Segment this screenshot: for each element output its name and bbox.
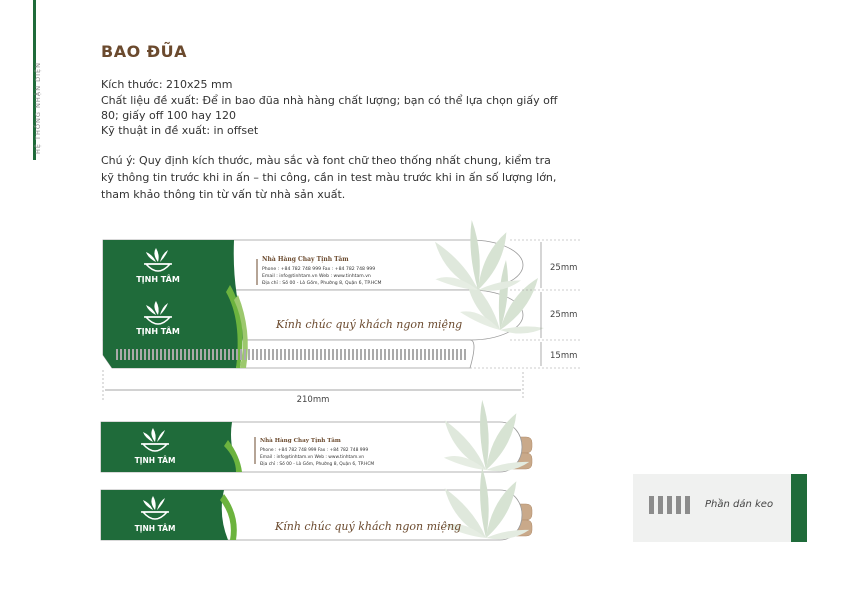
dim-top-label: 25mm: [550, 263, 578, 273]
contact-address: Địa chỉ : Số 00 - Lò Gốm, Phường 8, Quận 6, TP.HCM: [260, 462, 375, 467]
glue-strip-bar: [372, 349, 374, 360]
glue-strip-bar: [160, 349, 162, 360]
glue-strip-bar: [408, 349, 410, 360]
glue-strip-bar: [336, 349, 338, 360]
glue-strip-bar: [436, 349, 438, 360]
glue-strip-bar: [312, 349, 314, 360]
glue-strip-bar: [340, 349, 342, 360]
glue-strip-bar: [412, 349, 414, 360]
brand-logo-text: TỊNH TÂM: [134, 456, 176, 465]
glue-strip-bar: [128, 349, 130, 360]
spec-material-cont: 80; giấy off 100 hay 120: [101, 109, 236, 122]
glue-strip-bar: [344, 349, 346, 360]
brand-logo-text: TỊNH TÂM: [136, 327, 180, 336]
glue-strip-bar: [444, 349, 446, 360]
glue-strip-bar: [456, 349, 458, 360]
glue-strip-bar: [360, 349, 362, 360]
note-paragraph: Chú ý: Quy định kích thước, màu sắc và font chữ theo thống nhất chung, kiểm tra kỹ thông tin trước khi in ấn – thi công, cần in test màu trước khi in ấn số lượng lớn, tham khảo thông tin từ vấn từ nhà sản xuất.: [101, 154, 557, 201]
glue-strip-bar: [224, 349, 226, 360]
glue-legend-label: Phần dán keo: [705, 499, 774, 510]
glue-strip-bar: [192, 349, 194, 360]
glue-strip-bar: [440, 349, 442, 360]
glue-strip-bar: [348, 349, 350, 360]
glue-strip-bar: [460, 349, 462, 360]
glue-strip-bar: [368, 349, 370, 360]
glue-strip-bar: [332, 349, 334, 360]
glue-strip-bar: [180, 349, 182, 360]
glue-strip-bar: [276, 349, 278, 360]
glue-strip-bar: [140, 349, 142, 360]
glue-strip-bar: [448, 349, 450, 360]
glue-strip-bar: [284, 349, 286, 360]
glue-swatch: [649, 496, 695, 514]
glue-strip-bar: [168, 349, 170, 360]
glue-strip-bar: [388, 349, 390, 360]
glue-strip-bar: [308, 349, 310, 360]
glue-strip-bar: [240, 349, 242, 360]
glue-strip-bar: [364, 349, 366, 360]
glue-area-legend: [633, 474, 807, 542]
glue-strip-bar: [380, 349, 382, 360]
brand-logo-text: TỊNH TÂM: [136, 275, 180, 284]
sleeve-green-band: [103, 240, 245, 368]
glue-strip-bar: [164, 349, 166, 360]
glue-strip-bar: [176, 349, 178, 360]
glue-strip-bar: [204, 349, 206, 360]
sidebar-label: HỆ THỐNG NHẬN DIỆN: [34, 61, 42, 154]
glue-strip-bar: [148, 349, 150, 360]
glue-strip-bar: [452, 349, 454, 360]
glue-strip-bar: [220, 349, 222, 360]
glue-strip-bar: [288, 349, 290, 360]
spec-size: Kích thước: 210x25 mm: [101, 78, 233, 91]
glue-strip-bar: [136, 349, 138, 360]
glue-strip-bar: [132, 349, 134, 360]
glue-strip-bar: [232, 349, 234, 360]
glue-strip-bar: [292, 349, 294, 360]
contact-phone: Phone : +84 782 748 999 Fax : +84 782 748 999: [262, 267, 376, 272]
glue-strip-bar: [156, 349, 158, 360]
glue-strip-bar: [124, 349, 126, 360]
glue-strip-bar: [208, 349, 210, 360]
glue-strip-bar: [196, 349, 198, 360]
glue-strip-bar: [396, 349, 398, 360]
glue-strip-bar: [296, 349, 298, 360]
greeting-text: Kính chúc quý khách ngon miệng: [275, 520, 462, 533]
glue-strip-bar: [280, 349, 282, 360]
dim-middle-label: 25mm: [550, 310, 578, 320]
glue-strip-bar: [152, 349, 154, 360]
spec-printing: Kỹ thuật in đề xuất: in offset: [101, 124, 259, 137]
page-title: BAO ĐŨA: [101, 42, 188, 61]
glue-strip-bar: [256, 349, 258, 360]
contact-address: Địa chỉ : Số 00 - Lò Gốm, Phường 8, Quận 6, TP.HCM: [262, 281, 382, 286]
glue-strip-bar: [328, 349, 330, 360]
glue-strip-bar: [324, 349, 326, 360]
legend-green-stripe: [791, 474, 807, 542]
glue-strip-bar: [376, 349, 378, 360]
glue-strip-bar: [268, 349, 270, 360]
glue-strip-bar: [236, 349, 238, 360]
glue-strip-bar: [212, 349, 214, 360]
glue-strip-bar: [228, 349, 230, 360]
greeting-text: Kính chúc quý khách ngon miệng: [276, 318, 463, 331]
glue-strip-bar: [272, 349, 274, 360]
glue-strip-bar: [464, 349, 466, 360]
glue-strip-bar: [352, 349, 354, 360]
glue-strip-bar: [252, 349, 254, 360]
contact-email: Email : info@tinhtam.vn Web : www.tinhtam.vn: [262, 274, 371, 279]
glue-strip-bar: [400, 349, 402, 360]
glue-strip-bar: [428, 349, 430, 360]
glue-strip-bar: [264, 349, 266, 360]
glue-strip-bar: [416, 349, 418, 360]
glue-strip-bar: [424, 349, 426, 360]
glue-strip-bar: [404, 349, 406, 360]
contact-email: Email : info@tinhtam.vn Web : www.tinhtam.vn: [260, 455, 365, 460]
glue-strip-bar: [316, 349, 318, 360]
glue-strip-bar: [120, 349, 122, 360]
glue-strip-bar: [248, 349, 250, 360]
spec-material: Chất liệu đề xuất: Để in bao đũa nhà hàng chất lượng; bạn có thể lựa chọn giấy off: [101, 94, 558, 107]
glue-strip-bar: [320, 349, 322, 360]
glue-strip-bar: [188, 349, 190, 360]
glue-strip-bar: [144, 349, 146, 360]
dim-width-label: 210mm: [296, 395, 330, 405]
glue-strip-bar: [200, 349, 202, 360]
brand-logo-text: TỊNH TÂM: [134, 524, 176, 533]
glue-strip-bar: [384, 349, 386, 360]
glue-strip-bar: [432, 349, 434, 360]
glue-strip-bar: [420, 349, 422, 360]
contact-restaurant: Nhà Hàng Chay Tịnh Tâm: [262, 256, 349, 263]
glue-strip-bar: [356, 349, 358, 360]
glue-strip-bar: [244, 349, 246, 360]
contact-restaurant: Nhà Hàng Chay Tịnh Tâm: [260, 438, 341, 444]
glue-strip-bar: [300, 349, 302, 360]
dim-bottom-label: 15mm: [550, 351, 578, 361]
glue-strip-bar: [304, 349, 306, 360]
glue-strip-bar: [260, 349, 262, 360]
glue-strip-bar: [392, 349, 394, 360]
glue-strip-bar: [116, 349, 118, 360]
glue-strip-bar: [216, 349, 218, 360]
contact-phone: Phone : +84 782 748 999 Fax : +84 782 748 999: [260, 448, 369, 453]
glue-strip-bar: [184, 349, 186, 360]
glue-strip-bar: [172, 349, 174, 360]
